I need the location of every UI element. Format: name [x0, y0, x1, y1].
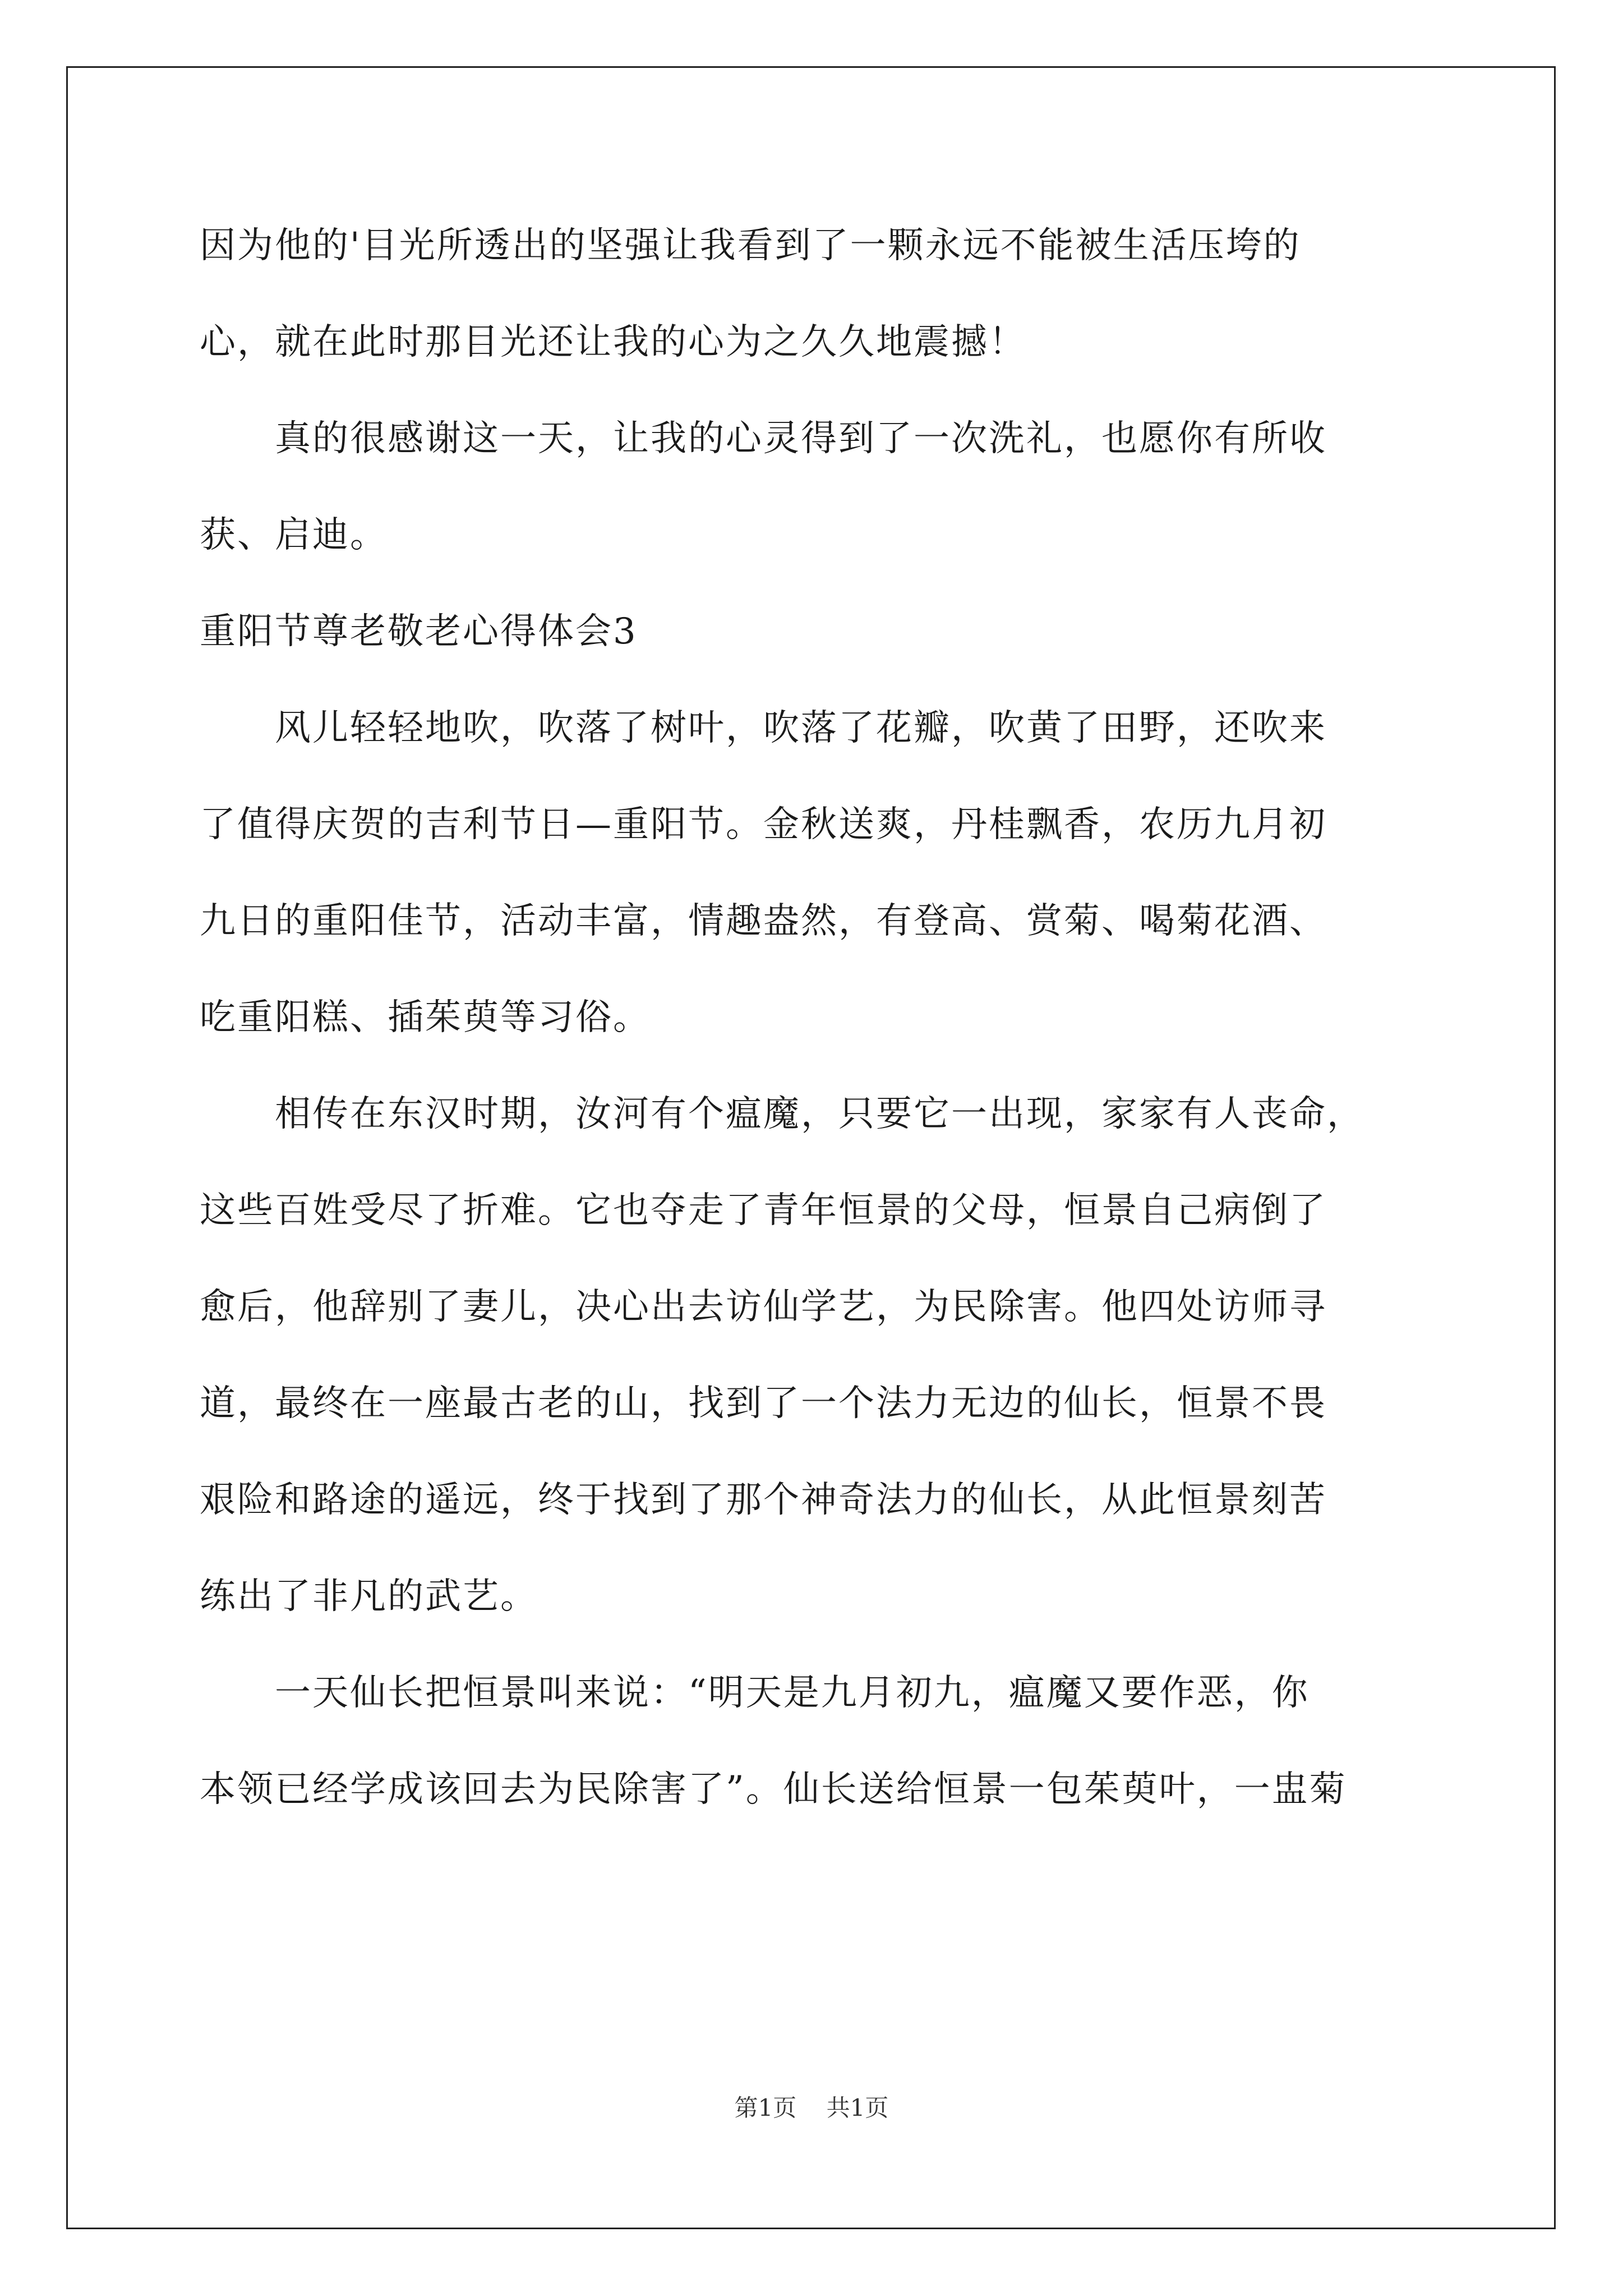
document-body — [200, 197, 1422, 1838]
section-heading: 重阳节尊老敬老心得体会3 — [200, 611, 638, 652]
text-line: 这些百姓受尽了折难。它也夺走了青年恒景的父母，恒景自己病倒了 — [200, 1190, 1327, 1231]
text-line: 因为他的'目光所透出的坚强让我看到了一颗永远不能被生活压垮的 — [200, 225, 1301, 266]
text-line: 道，最终在一座最古老的山，找到了一个法力无边的仙长，恒景不畏 — [200, 1383, 1327, 1424]
text-line: 吃重阳糕、插茱萸等习俗。 — [200, 997, 651, 1038]
text-line: 了值得庆贺的吉利节日—重阳节。金秋送爽，丹桂飘香，农历九月初 — [200, 804, 1327, 845]
text-line: 愈后，他辞别了妻儿，决心出去访仙学艺，为民除害。他四处访师寻 — [200, 1286, 1327, 1328]
text-line: 相传在东汉时期，汝河有个瘟魔，只要它一出现，家家有人丧命， — [200, 1093, 1364, 1135]
text-line: 风儿轻轻地吹，吹落了树叶，吹落了花瓣，吹黄了田野，还吹来 — [200, 707, 1327, 749]
page-footer — [0, 2090, 1623, 2123]
page-number-current: 第1页 — [734, 2094, 797, 2122]
page-number-total: 共1页 — [826, 2094, 889, 2122]
text-line: 一天仙长把恒景叫来说：“明天是九月初九，瘟魔又要作恶，你 — [200, 1672, 1310, 1714]
text-line: 练出了非凡的武艺。 — [200, 1576, 538, 1617]
text-line: 艰险和路途的遥远，终于找到了那个神奇法力的仙长，从此恒景刻苦 — [200, 1479, 1327, 1521]
text-line: 真的很感谢这一天，让我的心灵得到了一次洗礼，也愿你有所收 — [200, 418, 1327, 459]
text-line: 心，就在此时那目光还让我的心为之久久地震撼！ — [200, 321, 1026, 363]
text-line: 九日的重阳佳节，活动丰富，情趣盎然，有登高、赏菊、喝菊花酒、 — [200, 900, 1327, 942]
text-line: 本领已经学成该回去为民除害了”。仙长送给恒景一包茱萸叶，一盅菊 — [200, 1769, 1347, 1810]
text-line: 获、启迪。 — [200, 514, 388, 556]
